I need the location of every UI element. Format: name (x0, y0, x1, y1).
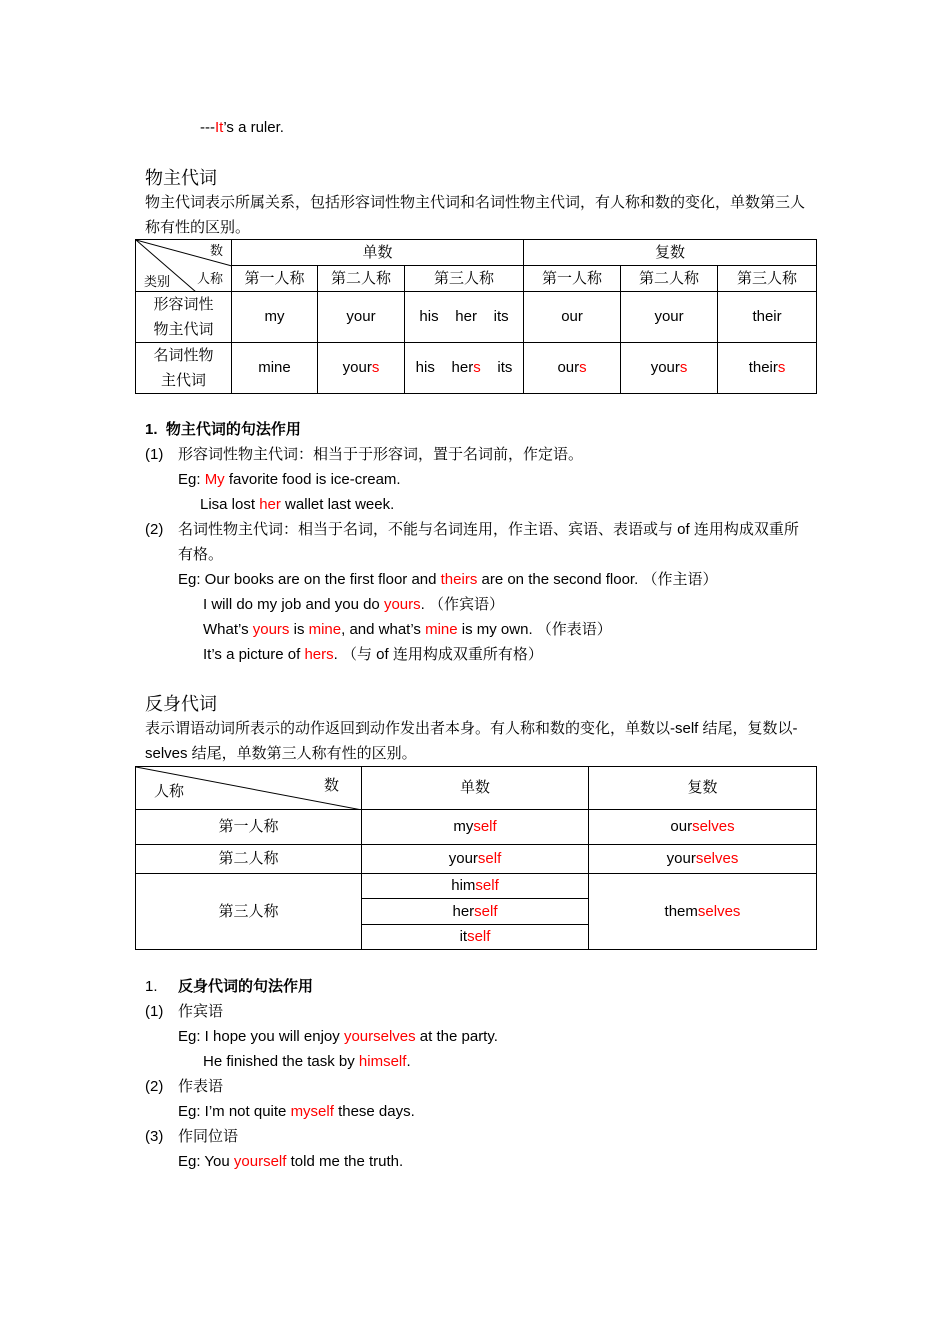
example-highlight: yourselves (343, 1028, 416, 1045)
person-header: 第二人称 (621, 266, 718, 292)
word-base: her (451, 359, 474, 376)
section-title-text: 物主代词的句法作用 (165, 421, 301, 438)
word-base: our (670, 818, 693, 835)
example-text: He finished the task by (203, 1053, 359, 1070)
example-highlight: theirs (440, 571, 478, 588)
possessive-corner-cell (136, 240, 232, 292)
example-text: Eg: I’m not quite (178, 1103, 291, 1120)
example-highlight: My (204, 471, 225, 488)
word-suffix: s (371, 359, 380, 376)
table-cell (621, 343, 718, 394)
usage-2-number: (2) (145, 1078, 164, 1095)
person-label: 第三人称 (136, 874, 362, 950)
person-label: 第二人称 (136, 845, 362, 874)
table-cell (718, 343, 817, 394)
example-text: Eg: You (178, 1153, 234, 1170)
person-header: 第二人称 (318, 266, 405, 292)
header-plural: 复数 (524, 240, 817, 266)
person-header: 第一人称 (524, 266, 621, 292)
example-text: . （与 of 连用构成双重所有格） (333, 646, 543, 663)
example-text: Eg: I hope you will enjoy (178, 1028, 344, 1045)
word-suffix: self (474, 902, 498, 920)
word-suffix: self (467, 928, 491, 945)
table-cell (405, 292, 524, 343)
word-suffix: selves (697, 902, 741, 920)
word-suffix: selves (692, 818, 735, 835)
possessive-description: 物主代词表示所属关系，包括形容词性物主代词和名词性物主代词，有人称和数的变化，单数第三人称有性的区别。 (145, 194, 806, 236)
intro-line (200, 118, 284, 138)
reflexive-section-number: 1. (145, 978, 158, 995)
example-text: is (289, 621, 309, 638)
example-line (203, 1052, 411, 1072)
person-header: 第三人称 (718, 266, 817, 292)
usage-3-text: 作同位语 (178, 1128, 239, 1145)
example-text: Lisa lost (200, 496, 260, 513)
corner-person-label: 人称 (154, 783, 185, 800)
reflexive-corner-cell (136, 767, 362, 810)
word-suffix: selves (695, 850, 739, 867)
example-text: I will do my job and you do (203, 596, 384, 613)
example-text: is my own. （作表语） (457, 621, 612, 638)
table-cell (405, 343, 524, 394)
possessive-section-title (145, 420, 301, 440)
example-text: It’s a picture of (203, 646, 305, 663)
word-suffix: s (579, 359, 587, 376)
example-highlight: myself (290, 1103, 334, 1120)
example-line (178, 470, 401, 490)
table-cell (589, 874, 817, 950)
usage-3-number: (3) (145, 1128, 164, 1145)
reflexive-table (135, 766, 817, 950)
corner-person-label: 人称 (196, 271, 223, 286)
example-text: What’s (203, 621, 253, 638)
header-singular: 单数 (362, 767, 589, 810)
example-line (203, 595, 504, 615)
example-line (203, 620, 612, 640)
word-base: our (557, 359, 580, 376)
usage-1-text: 形容词性物主代词：相当于于形容词，置于名词前，作定语。 (178, 446, 584, 463)
example-text: at the party. (415, 1028, 498, 1045)
word-base: my (453, 818, 474, 835)
example-text: , and what’s (341, 621, 426, 638)
word-suffix: s (777, 359, 786, 376)
table-cell (524, 343, 621, 394)
word-suffix: self (473, 818, 497, 835)
example-highlight: mine (308, 621, 342, 638)
example-line (178, 1027, 498, 1047)
example-highlight: himself (358, 1053, 407, 1070)
word-her: her (455, 308, 477, 325)
person-label: 第一人称 (136, 810, 362, 845)
example-text: told me the truth. (286, 1153, 404, 1170)
reflexive-section-title: 反身代词的句法作用 (178, 978, 314, 995)
word-suffix: self (475, 877, 499, 894)
example-line (200, 495, 394, 515)
word-his: his (419, 308, 439, 325)
usage-1-text: 作宾语 (178, 1003, 224, 1020)
corner-number-label: 数 (209, 243, 223, 258)
example-text: are on the second floor. （作主语） (477, 571, 718, 588)
word-base: them (664, 902, 698, 920)
example-highlight: yours (383, 596, 421, 613)
table-cell: mine (232, 343, 318, 394)
intro-dash: --- (200, 119, 215, 136)
example-text: Eg: Our books are on the first floor and (178, 571, 441, 588)
section-number: 1. (145, 421, 158, 438)
table-cell: our (524, 292, 621, 343)
word-its: its (497, 359, 513, 376)
example-text: . (406, 1053, 411, 1070)
example-highlight: hers (304, 646, 334, 663)
header-plural: 复数 (589, 767, 817, 810)
usage-1-number: (1) (145, 446, 164, 463)
word-base: her (452, 902, 475, 920)
reflexive-heading: 反身代词 (145, 694, 217, 714)
usage-2-text: 名词性物主代词：相当于名词，不能与名词连用，作主语、宾语、表语或与 of 连用构成双重所有格。 (178, 521, 799, 563)
word-base: him (451, 877, 476, 894)
word-base: your (342, 359, 372, 376)
row-label-adjective: 形容词性物主代词 (136, 292, 232, 343)
corner-number-label: 数 (323, 777, 339, 794)
word-its: its (493, 308, 509, 325)
example-text: Eg: (178, 471, 205, 488)
example-line (178, 1102, 415, 1122)
word-base: it (459, 928, 468, 945)
person-header: 第一人称 (232, 266, 318, 292)
word-suffix: s (679, 359, 688, 376)
possessive-heading: 物主代词 (145, 168, 217, 188)
row-label-noun: 名词性物主代词 (136, 343, 232, 394)
example-line (178, 1152, 403, 1172)
example-text: these days. (333, 1103, 415, 1120)
word-suffix: self (477, 850, 502, 867)
word-suffix: s (473, 359, 481, 376)
example-text: wallet last week. (280, 496, 395, 513)
example-highlight: mine (425, 621, 458, 638)
table-cell (362, 845, 589, 874)
word-base: their (748, 359, 778, 376)
header-singular: 单数 (232, 240, 524, 266)
intro-it: It (215, 119, 224, 136)
reflexive-description: 表示谓语动词所表示的动作返回到动作发出者本身。有人称和数的变化，单数以-self 结尾，复数以-selves 结尾，单数第三人称有性的区别。 (145, 720, 798, 762)
example-highlight: her (259, 496, 281, 513)
table-cell: their (718, 292, 817, 343)
example-text: favorite food is ice-cream. (224, 471, 401, 488)
table-cell: your (621, 292, 718, 343)
table-cell (362, 874, 589, 899)
corner-category-label: 类别 (144, 274, 171, 289)
word-his: his (415, 359, 435, 376)
table-cell (362, 810, 589, 845)
person-header: 第三人称 (405, 266, 524, 292)
intro-rest: ’s a ruler. (223, 119, 284, 136)
word-base: your (666, 850, 696, 867)
table-cell (589, 845, 817, 874)
usage-2-number: (2) (145, 521, 164, 538)
table-cell (362, 925, 589, 950)
example-text: . （作宾语） (420, 596, 504, 613)
table-cell: your (318, 292, 405, 343)
word-base: your (448, 850, 478, 867)
example-highlight: yourself (233, 1153, 287, 1170)
word-base: your (650, 359, 680, 376)
table-cell (362, 899, 589, 925)
usage-1-number: (1) (145, 1003, 164, 1020)
example-highlight: yours (252, 621, 290, 638)
usage-2-text: 作表语 (178, 1078, 224, 1095)
possessive-table (135, 239, 817, 394)
example-line (203, 645, 543, 665)
example-line (178, 570, 717, 590)
table-cell (318, 343, 405, 394)
table-cell: my (232, 292, 318, 343)
table-cell (589, 810, 817, 845)
